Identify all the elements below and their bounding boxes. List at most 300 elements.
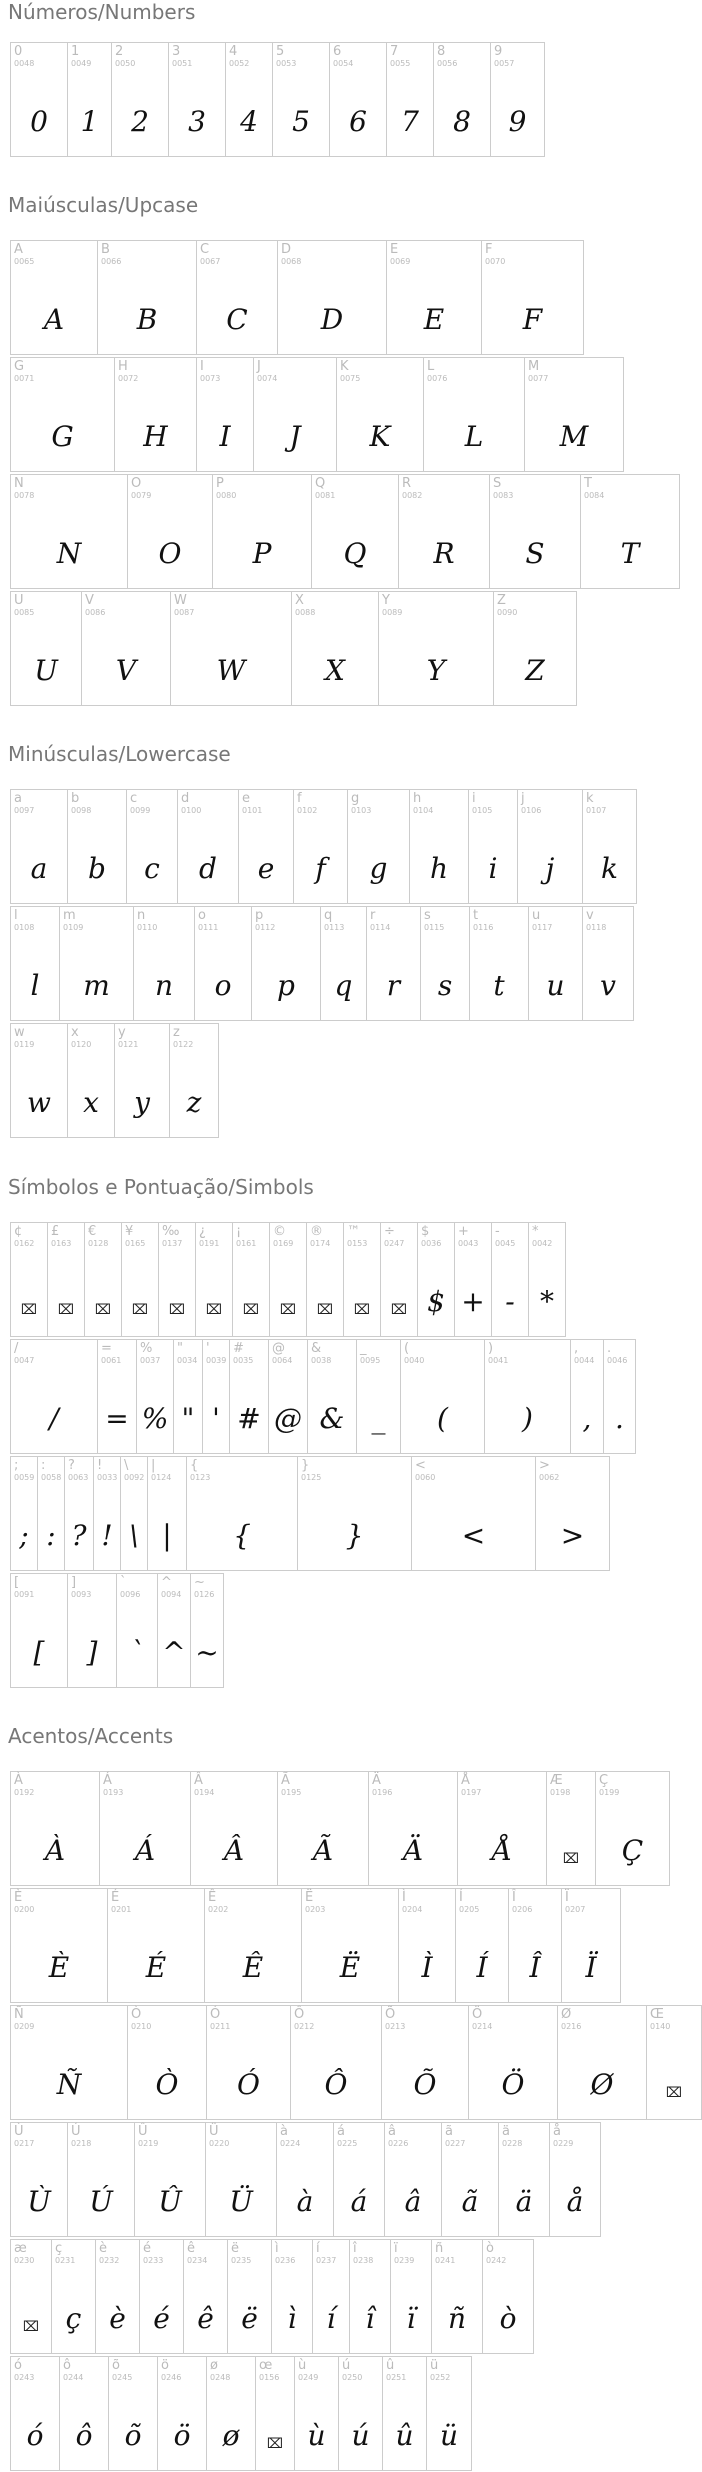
glyph-cell [169, 1023, 219, 1138]
glyph-cell [580, 474, 680, 589]
glyph-sample: õ [124, 2419, 142, 2452]
glyph-char-label: g [351, 791, 360, 806]
glyph-sample: = [105, 1402, 129, 1435]
glyph-char-label: r [370, 908, 376, 923]
glyph-code-label: 0099 [130, 806, 151, 815]
glyph-cell [423, 357, 525, 472]
glyph-char-label: O [131, 476, 142, 491]
glyph-char-label: ® [310, 1224, 323, 1239]
glyph-code-label: 0109 [63, 923, 84, 932]
glyph-sample: w [27, 1086, 51, 1119]
glyph-cell [227, 2239, 272, 2354]
glyph-cell [570, 1339, 604, 1454]
glyph-cell [481, 240, 584, 355]
glyph-char-label: V [85, 593, 94, 608]
glyph-code-label: 0046 [607, 1356, 628, 1365]
glyph-sample: 4 [240, 105, 258, 138]
missing-glyph-icon: ⌧ [562, 1851, 580, 1867]
glyph-code-label: 0211 [210, 2022, 231, 2031]
glyph-cell [561, 1888, 621, 2003]
glyph-sample: ^ [162, 1636, 186, 1669]
glyph-sample: } [345, 1519, 364, 1552]
glyph-cell [158, 1222, 196, 1337]
glyph-cell [271, 2239, 313, 2354]
glyph-cell [269, 1222, 307, 1337]
glyph-char-label: ¥ [125, 1224, 134, 1239]
glyph-char-label: , [574, 1341, 579, 1356]
glyph-char-label: ø [210, 2358, 218, 2373]
glyph-code-label: 0085 [14, 608, 35, 617]
glyph-char-label: Ê [208, 1890, 217, 1905]
glyph-cell [111, 42, 169, 157]
glyph-code-label: 0113 [324, 923, 345, 932]
glyph-code-label: 0097 [14, 806, 35, 815]
glyph-cell [368, 1771, 458, 1886]
glyph-char-label: j [521, 791, 525, 806]
glyph-sample: É [145, 1951, 167, 1984]
glyph-code-label: 0035 [233, 1356, 254, 1365]
glyph-cell [272, 42, 330, 157]
glyph-char-label: u [532, 908, 541, 923]
glyph-char-label: ' [206, 1341, 210, 1356]
missing-glyph-icon: ⌧ [205, 1302, 223, 1318]
glyph-char-label: à [280, 2124, 288, 2139]
glyph-cell [190, 1771, 278, 1886]
glyph-char-label: " [177, 1341, 183, 1356]
glyph-cell [225, 42, 273, 157]
glyph-code-label: 0034 [177, 1356, 198, 1365]
glyph-sample: á [350, 2185, 368, 2218]
glyph-sample: f [315, 852, 326, 885]
glyph-sample: " [181, 1402, 195, 1435]
glyph-code-label: 0201 [111, 1905, 132, 1914]
glyph-sample: O [158, 537, 182, 570]
glyph-cell [67, 1573, 117, 1688]
glyph-char-label: f [297, 791, 302, 806]
glyph-char-label: / [14, 1341, 19, 1356]
glyph-code-label: 0124 [151, 1473, 172, 1482]
glyph-char-label: Ü [209, 2124, 219, 2139]
missing-glyph-icon: ⌧ [316, 1302, 334, 1318]
glyph-code-label: 0156 [259, 2373, 280, 2382]
glyph-char-label: * [532, 1224, 539, 1239]
glyph-char-label: L [427, 359, 435, 374]
glyph-cell [99, 1771, 191, 1886]
glyph-code-label: 0062 [539, 1473, 560, 1482]
glyph-sample: 3 [188, 105, 206, 138]
glyph-cell [134, 2122, 206, 2237]
glyph-char-label: : [41, 1458, 46, 1473]
glyph-char-label: Q [315, 476, 326, 491]
glyph-sample: í [326, 2302, 336, 2335]
glyph-sample: Q [343, 537, 367, 570]
glyph-sample: s [437, 969, 453, 1002]
glyph-code-label: 0229 [553, 2139, 574, 2148]
glyph-cell [10, 474, 128, 589]
glyph-cell [528, 906, 583, 1021]
glyph-cell [157, 1573, 191, 1688]
glyph-char-label: œ [259, 2358, 273, 2373]
glyph-char-label: o [198, 908, 206, 923]
glyph-char-label: M [528, 359, 540, 374]
glyph-code-label: 0111 [198, 923, 219, 932]
glyph-cell [10, 2356, 60, 2471]
glyph-sample: t [493, 969, 505, 1002]
glyph-sample: ë [241, 2302, 258, 2335]
glyph-code-label: 0103 [351, 806, 372, 815]
glyph-cell [10, 1771, 100, 1886]
glyph-sample: ò [499, 2302, 517, 2335]
glyph-cell [190, 1573, 224, 1688]
glyph-code-label: 0038 [311, 1356, 332, 1365]
glyph-code-label: 0195 [281, 1788, 302, 1797]
glyph-code-label: 0116 [473, 923, 494, 932]
glyph-char-label: û [386, 2358, 395, 2373]
glyph-cell [10, 1222, 48, 1337]
glyph-char-label: Ô [294, 2007, 305, 2022]
glyph-sample: ï [406, 2302, 416, 2335]
glyph-cell [168, 42, 226, 157]
glyph-cell [84, 1222, 122, 1337]
glyph-cell [67, 789, 127, 904]
glyph-cell [212, 474, 312, 589]
glyph-code-label: 0118 [586, 923, 607, 932]
glyph-sample: B [136, 303, 158, 336]
section-title-accents: Acentos/Accents [8, 1724, 174, 1748]
glyph-code-label: 0122 [173, 1040, 194, 1049]
glyph-char-label: ‰ [162, 1224, 180, 1239]
glyph-cell [136, 1339, 174, 1454]
glyph-cell [196, 357, 254, 472]
glyph-cell [277, 240, 387, 355]
glyph-code-label: 0042 [532, 1239, 553, 1248]
glyph-char-label: ô [63, 2358, 71, 2373]
glyph-cell [229, 1339, 269, 1454]
glyph-char-label: d [181, 791, 190, 806]
glyph-code-label: 0198 [550, 1788, 571, 1797]
glyph-char-label: Å [461, 1773, 470, 1788]
glyph-char-label: R [402, 476, 412, 491]
glyph-cell [64, 1456, 94, 1571]
glyph-code-label: 0204 [402, 1905, 423, 1914]
glyph-code-label: 0196 [372, 1788, 393, 1797]
glyph-row-upper [10, 474, 679, 589]
glyph-cell [535, 1456, 610, 1571]
glyph-char-label: ] [71, 1575, 77, 1590]
glyph-code-label: 0232 [99, 2256, 120, 2265]
glyph-code-label: 0242 [486, 2256, 507, 2265]
glyph-char-label: å [553, 2124, 561, 2139]
glyph-char-label: É [111, 1890, 120, 1905]
glyph-cell [10, 357, 115, 472]
glyph-sample: P [252, 537, 272, 570]
glyph-row-symbols [10, 1573, 223, 1688]
missing-glyph-icon: ⌧ [665, 2085, 683, 2101]
glyph-cell [268, 1339, 308, 1454]
glyph-char-label: ¡ [236, 1224, 242, 1239]
glyph-sample: n [154, 969, 174, 1002]
glyph-code-label: 0072 [118, 374, 139, 383]
glyph-cell [595, 1771, 670, 1886]
glyph-cell [291, 591, 379, 706]
glyph-sample: Ã [312, 1834, 334, 1867]
glyph-code-label: 0248 [210, 2373, 231, 2382]
glyph-sample: & [319, 1402, 345, 1435]
glyph-cell [97, 1339, 137, 1454]
glyph-code-label: 0192 [14, 1788, 35, 1797]
glyph-char-label: ã [445, 2124, 453, 2139]
glyph-cell [582, 789, 637, 904]
glyph-sample: z [186, 1086, 202, 1119]
glyph-code-label: 0230 [14, 2256, 35, 2265]
glyph-cell [517, 789, 583, 904]
glyph-sample: 6 [349, 105, 367, 138]
glyph-sample: Y [426, 654, 446, 687]
glyph-code-label: 0239 [394, 2256, 415, 2265]
glyph-sample: ` [130, 1636, 144, 1669]
glyph-cell [417, 1222, 455, 1337]
glyph-char-label: # [233, 1341, 244, 1356]
glyph-char-label: A [14, 242, 23, 257]
glyph-sample: Á [134, 1834, 156, 1867]
glyph-cell [498, 2122, 550, 2237]
glyph-code-label: 0194 [194, 1788, 215, 1797]
glyph-cell [489, 474, 581, 589]
glyph-sample: ç [65, 2302, 82, 2335]
glyph-sample: o [214, 969, 232, 1002]
glyph-code-label: 0055 [390, 59, 411, 68]
glyph-code-label: 0220 [209, 2139, 230, 2148]
glyph-code-label: 0105 [472, 806, 493, 815]
glyph-code-label: 0078 [14, 491, 35, 500]
glyph-code-label: 0106 [521, 806, 542, 815]
glyph-char-label: ç [55, 2241, 63, 2256]
glyph-sample: Ú [89, 2185, 113, 2218]
glyph-code-label: 0039 [206, 1356, 227, 1365]
glyph-code-label: 0087 [174, 608, 195, 617]
glyph-code-label: 0137 [162, 1239, 183, 1248]
glyph-cell [433, 42, 491, 157]
glyph-cell [333, 2122, 385, 2237]
glyph-code-label: 0069 [390, 257, 411, 266]
glyph-cell [173, 1339, 203, 1454]
glyph-cell [51, 2239, 96, 2354]
glyph-cell [186, 1456, 298, 1571]
glyph-cell [93, 1456, 121, 1571]
glyph-code-label: 0086 [85, 608, 106, 617]
glyph-cell [232, 1222, 270, 1337]
glyph-cell [127, 474, 213, 589]
glyph-cell [108, 2356, 158, 2471]
glyph-cell [293, 789, 348, 904]
glyph-cell [10, 1888, 108, 2003]
glyph-cell [253, 357, 337, 472]
glyph-row-lower [10, 906, 633, 1021]
glyph-code-label: 0203 [305, 1905, 326, 1914]
glyph-code-label: 0119 [14, 1040, 35, 1049]
glyph-code-label: 0225 [337, 2139, 358, 2148]
glyph-cell [441, 2122, 499, 2237]
glyph-char-label: J [257, 359, 261, 374]
glyph-sample: À [44, 1834, 66, 1867]
glyph-code-label: 0162 [14, 1239, 35, 1248]
glyph-sample: e [257, 852, 275, 885]
glyph-char-label: > [539, 1458, 550, 1473]
glyph-sample: 8 [453, 105, 471, 138]
glyph-code-label: 0197 [461, 1788, 482, 1797]
glyph-char-label: ™ [347, 1224, 360, 1239]
glyph-code-label: 0235 [231, 2256, 252, 2265]
glyph-sample: T [620, 537, 640, 570]
glyph-code-label: 0212 [294, 2022, 315, 2031]
glyph-char-label: Á [103, 1773, 112, 1788]
glyph-code-label: 0093 [71, 1590, 92, 1599]
glyph-sample: ø [222, 2419, 240, 2452]
glyph-cell [10, 1339, 98, 1454]
glyph-sample: [ [33, 1636, 45, 1669]
glyph-code-label: 0066 [101, 257, 122, 266]
glyph-cell [10, 240, 98, 355]
glyph-code-label: 0057 [494, 59, 515, 68]
glyph-char-label: m [63, 908, 76, 923]
glyph-code-label: 0082 [402, 491, 423, 500]
glyph-code-label: 0107 [586, 806, 607, 815]
glyph-cell [204, 1888, 302, 2003]
glyph-cell [10, 1573, 68, 1688]
glyph-char-label: < [415, 1458, 426, 1473]
glyph-code-label: 0153 [347, 1239, 368, 1248]
glyph-code-label: 0114 [370, 923, 391, 932]
glyph-cell [139, 2239, 184, 2354]
glyph-cell [491, 1222, 529, 1337]
glyph-sample: # [237, 1402, 261, 1435]
glyph-sample: G [51, 420, 74, 453]
glyph-char-label: Æ [550, 1773, 563, 1788]
glyph-cell [528, 1222, 566, 1337]
glyph-code-label: 0053 [276, 59, 297, 68]
glyph-cell [195, 1222, 233, 1337]
missing-glyph-icon: ⌧ [94, 1302, 112, 1318]
glyph-char-label: ÷ [384, 1224, 395, 1239]
glyph-char-label: 1 [71, 44, 80, 59]
glyph-sample: ê [197, 2302, 214, 2335]
glyph-cell [307, 1339, 357, 1454]
glyph-char-label: ù [298, 2358, 307, 2373]
glyph-cell [398, 1888, 456, 2003]
glyph-cell [311, 474, 399, 589]
glyph-code-label: 0073 [200, 374, 221, 383]
glyph-sample: X [325, 654, 345, 687]
glyph-code-label: 0076 [427, 374, 448, 383]
glyph-char-label: ä [502, 2124, 510, 2139]
glyph-sample: Í [476, 1951, 488, 1984]
glyph-sample: : [46, 1519, 56, 1552]
glyph-cell [455, 1888, 509, 2003]
glyph-char-label: Ë [305, 1890, 314, 1905]
glyph-code-label: 0110 [137, 923, 158, 932]
glyph-row-accents [10, 2356, 471, 2471]
glyph-char-label: ¿ [199, 1224, 206, 1239]
glyph-code-label: 0094 [161, 1590, 182, 1599]
glyph-sample: ô [75, 2419, 93, 2452]
glyph-sample: / [49, 1402, 59, 1435]
section-title-lowercase: Minúsculas/Lowercase [8, 742, 231, 766]
glyph-code-label: 0095 [360, 1356, 381, 1365]
glyph-sample: Ç [621, 1834, 644, 1867]
glyph-row-accents [10, 2122, 600, 2237]
glyph-code-label: 0054 [333, 59, 354, 68]
glyph-cell [133, 906, 195, 1021]
glyph-char-label: C [200, 242, 210, 257]
glyph-sample: Ê [242, 1951, 264, 1984]
glyph-char-label: h [413, 791, 422, 806]
glyph-cell [386, 42, 434, 157]
glyph-char-label: î [353, 2241, 357, 2256]
glyph-char-label: H [118, 359, 128, 374]
glyph-sample: l [30, 969, 40, 1002]
glyph-code-label: 0098 [71, 806, 92, 815]
glyph-cell [400, 1339, 485, 1454]
missing-glyph-icon: ⌧ [266, 2436, 284, 2452]
glyph-code-label: 0161 [236, 1239, 257, 1248]
glyph-code-label: 0096 [120, 1590, 141, 1599]
glyph-sample: 0 [30, 105, 48, 138]
glyph-cell [121, 1222, 159, 1337]
glyph-code-label: 0228 [502, 2139, 523, 2148]
glyph-sample: Î [529, 1951, 541, 1984]
glyph-sample: % [141, 1402, 169, 1435]
glyph-cell [37, 1456, 65, 1571]
glyph-cell [59, 906, 134, 1021]
glyph-sample: Ï [585, 1951, 597, 1984]
glyph-char-label: Ö [472, 2007, 483, 2022]
glyph-sample: â [404, 2185, 422, 2218]
glyph-code-label: 0108 [14, 923, 35, 932]
glyph-sample: ü [439, 2419, 459, 2452]
glyph-sample: Ò [155, 2068, 179, 2101]
glyph-sample: ' [212, 1402, 220, 1435]
glyph-cell [457, 1771, 547, 1886]
glyph-char-label: ~ [194, 1575, 205, 1590]
missing-glyph-icon: ⌧ [390, 1302, 408, 1318]
glyph-code-label: 0048 [14, 59, 35, 68]
glyph-char-label: © [273, 1224, 286, 1239]
glyph-cell [411, 1456, 536, 1571]
glyph-char-label: W [174, 593, 187, 608]
glyph-sample: é [153, 2302, 170, 2335]
glyph-char-label: Ç [599, 1773, 609, 1788]
glyph-sample: ó [26, 2419, 44, 2452]
glyph-cell [107, 1888, 205, 2003]
glyph-char-label: ^ [161, 1575, 172, 1590]
glyph-sample: Õ [413, 2068, 437, 2101]
glyph-code-label: 0126 [194, 1590, 215, 1599]
glyph-code-label: 0063 [68, 1473, 89, 1482]
glyph-char-label: T [584, 476, 592, 491]
glyph-sample: E [423, 303, 445, 336]
glyph-sample: C [226, 303, 248, 336]
glyph-cell [349, 2239, 391, 2354]
glyph-sample: u [546, 969, 565, 1002]
glyph-sample: I [219, 420, 231, 453]
glyph-row-symbols [10, 1456, 609, 1571]
glyph-cell [170, 591, 292, 706]
glyph-char-label: Y [382, 593, 390, 608]
glyph-char-label: Ò [131, 2007, 142, 2022]
glyph-sample: î [365, 2302, 375, 2335]
glyph-char-label: - [495, 1224, 500, 1239]
glyph-code-label: 0207 [565, 1905, 586, 1914]
